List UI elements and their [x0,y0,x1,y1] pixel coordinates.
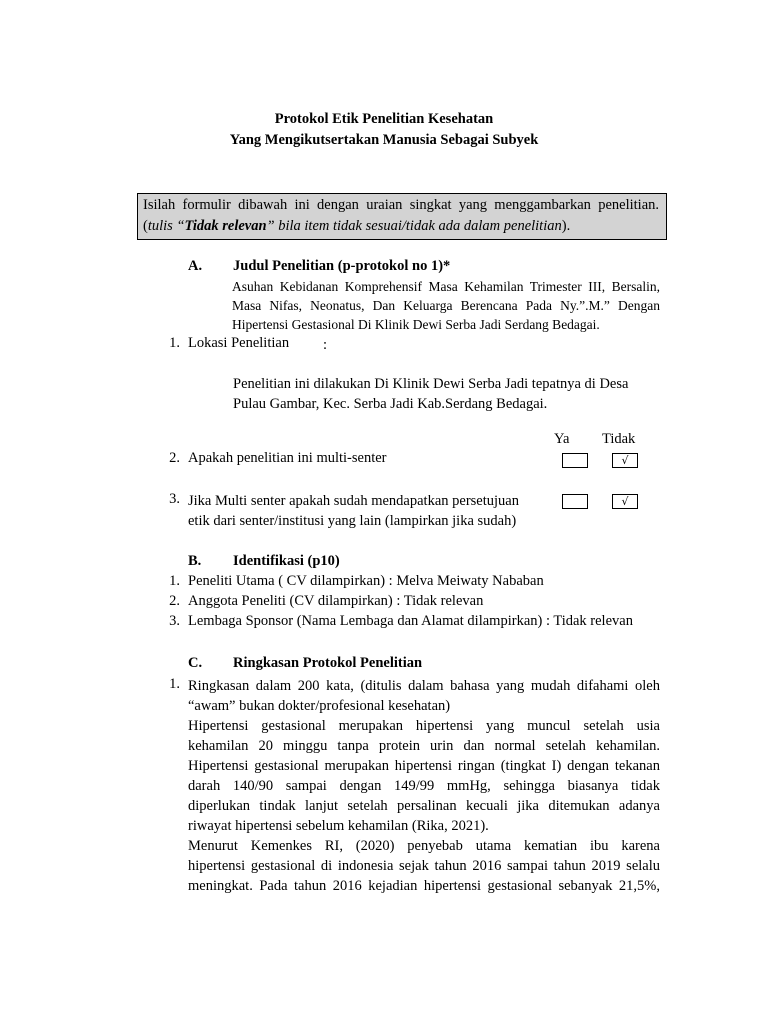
ringkasan-line: meningkat. Pada tahun 2016 kejadian hipertensi gestasional sebanyak 21,5%, [188,878,660,894]
ringkasan-line: Menurut Kemenkes RI, (2020) penyebab utama kematian ibu karena [188,838,660,854]
check-icon: √ [621,454,629,467]
column-ya-label: Ya [554,431,570,447]
instruction-tulis: tulis “ [147,218,185,234]
q2-text: Apakah penelitian ini multi-senter [188,450,387,466]
document-title-line-2: Yang Mengikutsertakan Manusia Sebagai Subyek [229,132,539,148]
lokasi-label: Lokasi Penelitian [188,335,290,351]
section-c-title: Ringkasan Protokol Penelitian [233,655,423,671]
column-tidak-label: Tidak [602,431,636,447]
lokasi-number: 1. [169,335,180,351]
section-a-letter: A. [188,258,203,274]
ringkasan-line: Ringkasan dalam 200 kata, (ditulis dalam bahasa yang mudah difahami oleh [188,678,660,694]
judul-penelitian-text [232,277,660,334]
instruction-close-paren: ). [561,218,571,234]
identifikasi-number-2: 2. [169,593,180,609]
lokasi-text [233,374,663,414]
identifikasi-number-1: 1. [169,573,180,589]
q3-text [188,491,519,531]
section-a-title: Judul Penelitian (p-protokol no 1)* [233,258,451,274]
ringkasan-line: hipertensi gestasional di indonesia sejak tahun 2016 sampai tahun 2019 selalu [188,858,660,874]
identifikasi-number-3: 3. [169,613,180,629]
instruction-line-2 [143,216,659,237]
lokasi-line-2: Pulau Gambar, Kec. Serba Jadi Kab.Serdang Bedagai. [233,396,548,412]
instruction-open-paren: ( [143,218,148,234]
judul-line-1: Asuhan Kebidanan Komprehensif Masa Kehamilan Trimester III, Bersalin, [232,279,660,294]
q2-number: 2. [169,450,180,466]
judul-line-2: Masa Nifas, Neonatus, Dan Keluarga Berencana Pada Ny.”.M.” Dengan [232,298,660,313]
ringkasan-line: riwayat hipertensi sebelum kehamilan (Rika, 2021). [188,818,489,834]
check-icon: √ [621,495,629,508]
q3-line-1: Jika Multi senter apakah sudah mendapatkan persetujuan [188,493,519,509]
peneliti-utama: Peneliti Utama ( CV dilampirkan) : Melva Meiwaty Nababan [188,573,544,589]
instruction-tidak-relevan: Tidak relevan [184,218,267,234]
q2-ya-checkbox[interactable] [562,453,588,468]
instruction-box [137,193,667,240]
ringkasan-number: 1. [169,676,180,692]
document-title-line-1: Protokol Etik Penelitian Kesehatan [274,111,494,127]
section-c-letter: C. [188,655,203,671]
q3-line-2: etik dari senter/institusi yang lain (lampirkan jika sudah) [188,513,517,529]
lokasi-line-1: Penelitian ini dilakukan Di Klinik Dewi Serba Jadi tepatnya di Desa [233,376,629,392]
section-b-title: Identifikasi (p10) [233,553,340,569]
section-b-letter: B. [188,553,202,569]
instruction-rest: ” bila item tidak sesuai/tidak ada dalam penelitian [266,218,562,234]
ringkasan-body [188,676,660,896]
q3-ya-checkbox[interactable] [562,494,588,509]
lembaga-sponsor: Lembaga Sponsor (Nama Lembaga dan Alamat dilampirkan) : Tidak relevan [188,613,633,629]
ringkasan-line: Hipertensi gestasional merupakan hipertensi yang muncul setelah usia [188,718,660,734]
ringkasan-line: kehamilan 20 minggu tanpa protein urin dan normal setelah kehamilan. [188,738,660,754]
instruction-line-1: Isilah formulir dibawah ini dengan uraian singkat yang menggambarkan penelitian. [143,197,659,213]
ringkasan-line: “awam” bukan dokter/profesional kesehatan) [188,698,451,714]
ringkasan-line: Hipertensi gestasional merupakan hipertensi ringan (tingkat I) dengan tekanan [188,758,660,774]
lokasi-colon: : [323,337,328,353]
ringkasan-line: diperlukan tindak lanjut setelah persalinan kecuali jika ditemukan adanya [188,798,660,814]
q3-tidak-checkbox[interactable] [612,494,638,509]
q2-tidak-checkbox[interactable] [612,453,638,468]
q3-number: 3. [169,491,180,507]
judul-line-3: Hipertensi Gestasional Di Klinik Dewi Serba Jadi Serdang Bedagai. [232,317,600,332]
ringkasan-line: darah 140/90 sampai dengan 149/99 mmHg, sehingga biasanya tidak [188,778,660,794]
anggota-peneliti: Anggota Peneliti (CV dilampirkan) : Tidak relevan [188,593,484,609]
